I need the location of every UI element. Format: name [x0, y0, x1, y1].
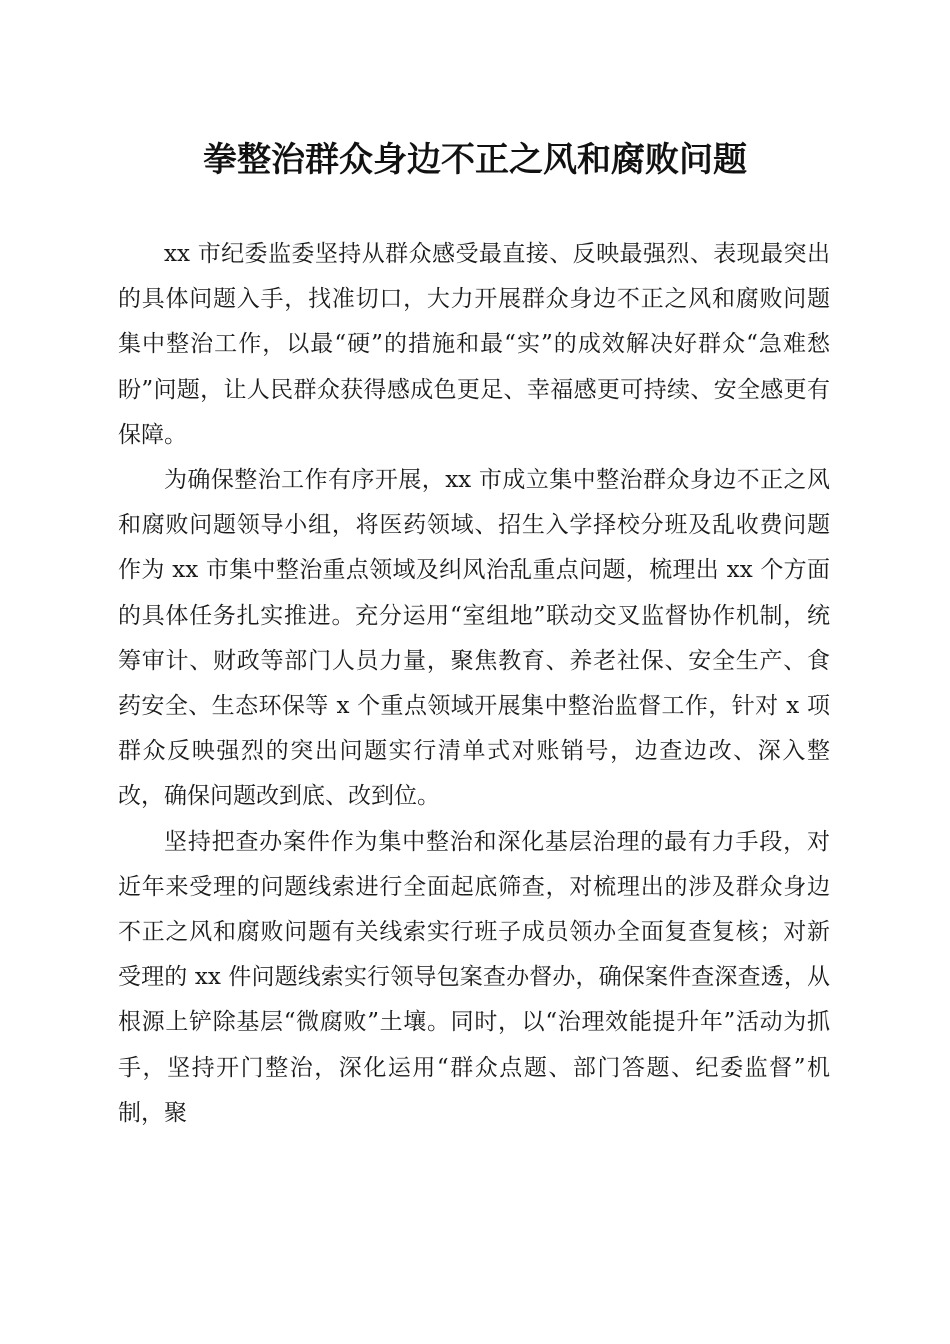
paragraph: xx 市纪委监委坚持从群众感受最直接、反映最强烈、表现最突出的具体问题入手，找准切口，大力开展群众身边不正之风和腐败问题集中整治工作，以最“硬”的措施和最“实”的成效解决好群众“急难愁盼”问题，让人民群众获得感成色更足、幸福感更可持续、安全感更有保障。: [118, 241, 830, 448]
document-title: 拳整治群众身边不正之风和腐败问题: [203, 140, 747, 180]
document-body: [118, 232, 830, 1136]
paragraph: 为确保整治工作有序开展，xx 市成立集中整治群众身边不正之风和腐败问题领导小组，将医药领域、招生入学择校分班及乱收费问题作为 xx 市集中整治重点领域及纠风治乱重点问题，梳理出 xx 个方面的具体任务扎实推进。充分运用“室组地”联动交叉监督协作机制，统筹审计、财政等部门人员力量，聚焦教育、养老社保、安全生产、食药安全、生态环保等 x 个重点领域开展集中整治监督工作，针对 x 项群众反映强烈的突出问题实行清单式对账销号，边查边改、深入整改，确保问题改到底、改到位。: [118, 467, 830, 810]
paragraph: 坚持把查办案件作为集中整治和深化基层治理的最有力手段，对近年来受理的问题线索进行全面起底筛查，对梳理出的涉及群众身边不正之风和腐败问题有关线索实行班子成员领办全面复查复核；对新受理的 xx 件问题线索实行领导包案查办督办，确保案件查深查透，从根源上铲除基层“微腐败”土壤。同时，以“治理效能提升年”活动为抓手，坚持开门整治，深化运用“群众点题、部门答题、纪委监督”机制，聚: [118, 828, 830, 1126]
